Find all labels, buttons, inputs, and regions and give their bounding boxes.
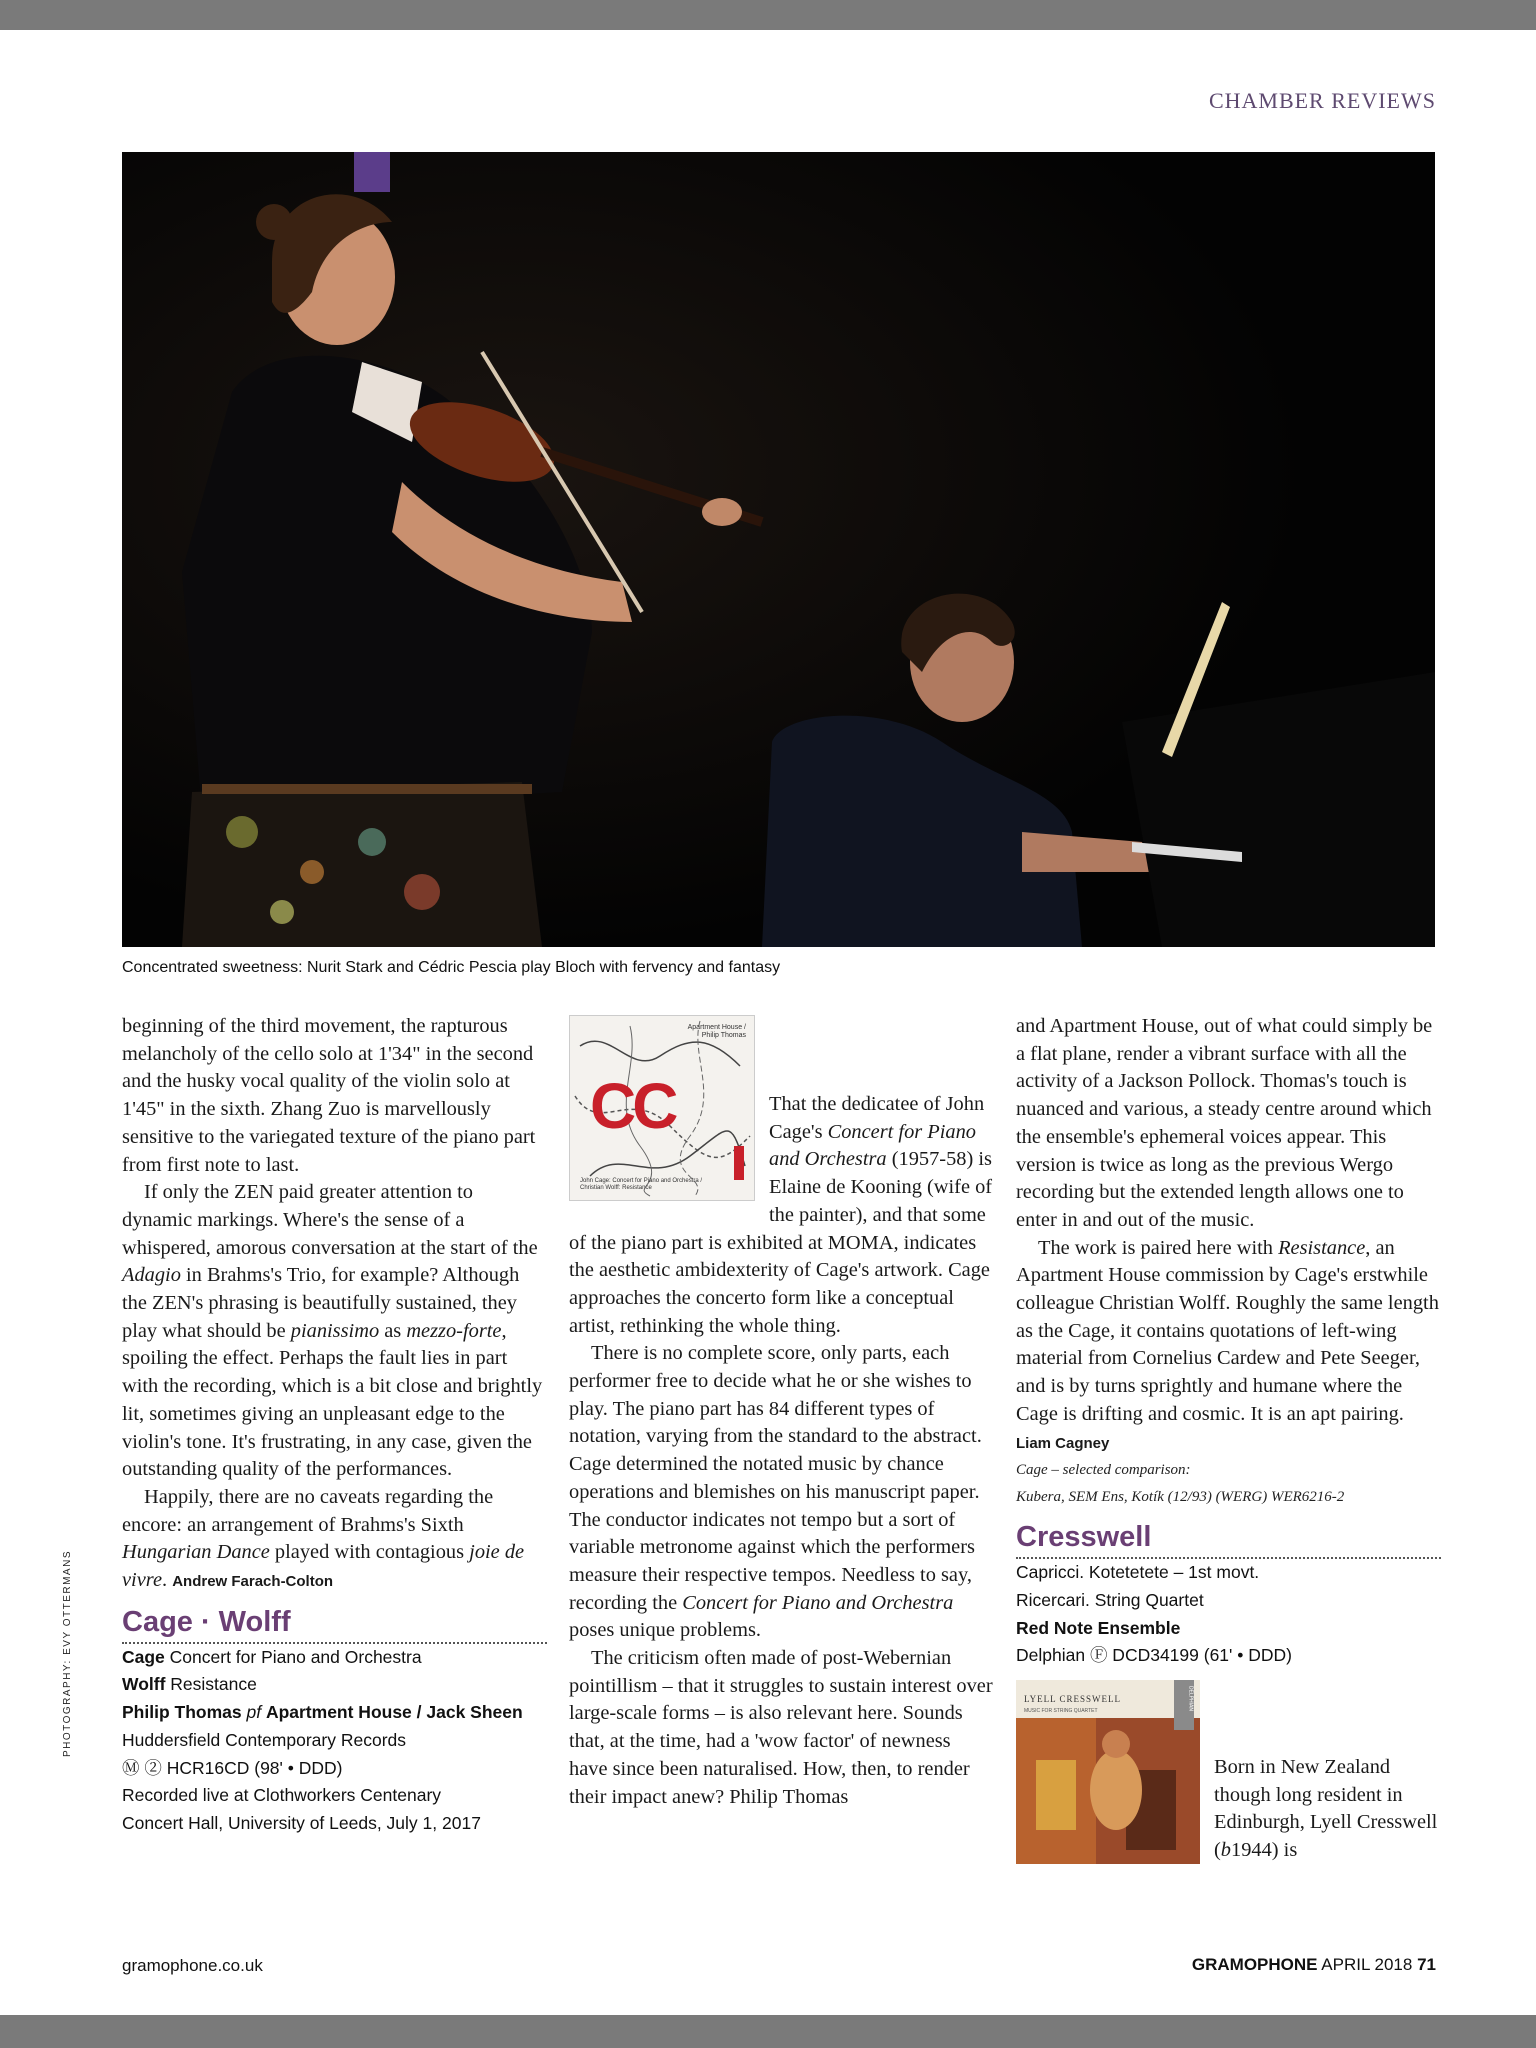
reviewer-signature: Liam Cagney (1016, 1434, 1110, 1452)
column-1 (122, 1013, 547, 1838)
footer-site: gramophone.co.uk (122, 1956, 263, 1975)
footer-issue (1192, 1955, 1436, 1975)
performers-illustration (122, 152, 1435, 947)
paragraph: beginning of the third movement, the rapturous melancholy of the cello solo at 1'34" in the second and the husky vocal quality of the violin solo at 1'45" in the sixth. Zhang Zuo is marvellously sensitive to the variegated texture of the piano part from first note to last. (122, 1015, 536, 1176)
reviewer-signature: Andrew Farach-Colton (172, 1573, 334, 1591)
paragraph: and Apartment House, out of what could simply be a flat plane, render a vibrant surface with all the activity of a Jackson Pollock. Thomas's touch is nuanced and various, a steady centre around which the ensemble's ephemeral voices appear. This version is twice as long as the previous Wergo recording but the extended length allows one to enter in and out of the music. (1016, 1015, 1433, 1231)
cover-letters: CC (590, 1070, 675, 1142)
photo-caption: Concentrated sweetness: Nurit Stark and Cédric Pescia play Bloch with fervency and fantasy (122, 959, 781, 976)
paragraph: The work is paired here with Resistance, an Apartment House commission by Cage's erstwhile colleague Christian Wolff. Roughly the same length as the Cage, it contains quotations of left-wing material from Cornelius Cardew and Pete Seeger, and is by turns sprightly and humane where the Cage is drifting and cosmic. It is an apt pairing. Liam Cagney (1016, 1236, 1439, 1452)
page-number: 71 (1417, 1955, 1436, 1974)
paragraph: Happily, there are no caveats regarding the encore: an arrangement of Brahms's Sixth Hungarian Dance played with contagious joie de vivre. Andrew Farach-Colton (122, 1485, 525, 1592)
review-title: Cage · Wolff (122, 1604, 547, 1644)
section-header: CHAMBER REVIEWS (1208, 88, 1436, 113)
cover-text-top: Apartment House / Philip Thomas (687, 1024, 746, 1039)
album-cover-cresswell (1016, 1680, 1200, 1864)
paragraph: That the dedicatee of John Cage's Concert for Piano and Orchestra (1957-58) is Elaine de Kooning (wife of the painter), and that some of the piano part is exhibited at MOMA, indicates the aesthetic ambidexterity of Cage's artwork. Cage approaches the concerto form like a conceptual artist, rethinking the whole thing. (569, 1093, 993, 1337)
review-title: Cresswell (1016, 1519, 1441, 1559)
comparison-label: Cage – selected comparison: (1016, 1462, 1191, 1479)
column-3 (1016, 1013, 1441, 1868)
paragraph: If only the ZEN paid greater attention to dynamic markings. Where's the sense of a whispered, amorous conversation at the start of the Adagio in Brahms's Trio, for example? Although the ZEN's phrasing is beautifully sustained, they play what should be pianissimo as mezzo-forte, spoiling the effect. Perhaps the fault lies in part with the recording, which is a bit close and brightly lit, sometimes giving an unpleasant edge to the violin's tone. It's frustrating, in any case, given the outstanding quality of the performances. (122, 1181, 543, 1481)
paragraph: There is no complete score, only parts, each performer free to decide what he or she wishes to play. The piano part has 84 different types of notation, varying from the standard to the abstract. Cage determined the notated music by chance operations and blemishes on his manuscript paper. The conductor indicates not tempo but a sort of variable metronome against which the performers measure their respective tempos. Needless to say, recording the Concert for Piano and Orchestra poses unique problems. (569, 1342, 982, 1642)
review-meta: Capricci. Kotetetete – 1st movt. Ricercari. String Quartet Red Note Ensemble Delphian Ⓕ DCD34199 (61' • DDD) (1016, 1562, 1292, 1666)
column-2 (569, 1013, 994, 1811)
magazine-page (0, 30, 1536, 2015)
cover-label: DELPHIAN (1187, 1686, 1194, 1712)
paragraph: Born in New Zealand though long resident in Edinburgh, Lyell Cresswell (b1944) is (1214, 1756, 1438, 1862)
comparison-entry: Kubera, SEM Ens, Kotík (12/93) (WERG) WER6216-2 (1016, 1489, 1345, 1506)
album-cover-cage (569, 1015, 755, 1201)
magazine-name: GRAMOPHONE (1191, 1955, 1318, 1974)
review-meta: Cage Concert for Piano and Orchestra Wolff Resistance Philip Thomas pf Apartment House / Jack Sheen Huddersfield Contemporary Records Ⓜ ② HCR16CD (98' • DDD) Recorded live at Clothworkers Centenary Concert Hall, University of Leeds, July 1, 2017 (122, 1646, 523, 1833)
concert-photo (122, 152, 1435, 947)
issue-date: APRIL 2018 (1321, 1955, 1413, 1974)
cover-subtitle: MUSIC FOR STRING QUARTET (1024, 1708, 1098, 1715)
paragraph: The criticism often made of post-Webernian pointillism – that it struggles to sustain interest over large-scale forms – is also relevant here. Sounds that, at the time, had a 'wow factor' of newness have since been naturalised. How, then, to render their impact anew? Philip Thomas (569, 1647, 993, 1808)
photo-credit: PHOTOGRAPHY: EVY OTTERMANS (62, 1550, 73, 1757)
cover-text-bottom: John Cage: Concert for Piano and Orchestra / Christian Wolff: Resistance (580, 1178, 703, 1191)
cover-title: LYELL CRESSWELL (1024, 1694, 1122, 1705)
